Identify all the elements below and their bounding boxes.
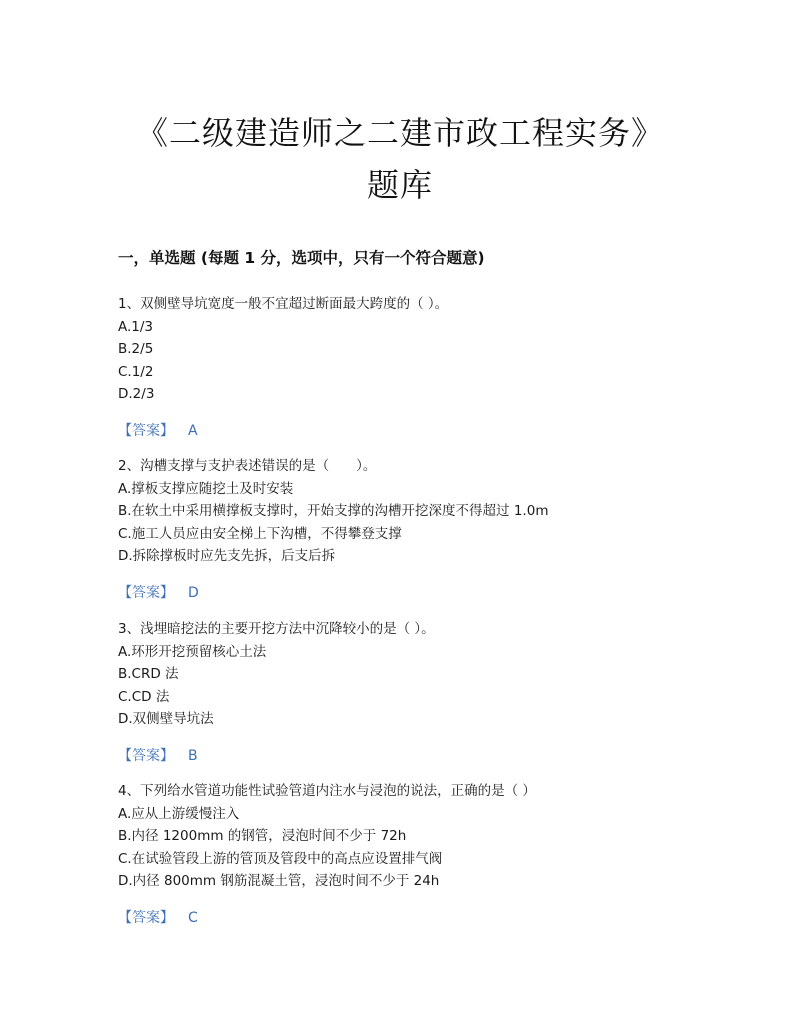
answer-line: [118, 582, 718, 604]
question-stem: 3、浅埋暗挖法的主要开挖方法中沉降较小的是（ ）。: [118, 621, 435, 637]
document-title: 《二级建造师之二建市政工程实务》: [135, 114, 664, 152]
answer-label: 【答案】: [118, 422, 174, 439]
question-3: [118, 618, 718, 767]
option-c: C.施工人员应由安全梯上下沟槽，不得攀登支撑: [118, 525, 402, 542]
option-c: C.在试验管段上游的管顶及管段中的高点应设置排气阀: [118, 850, 443, 867]
option-a: A.环形开挖预留核心土法: [118, 643, 267, 660]
answer-value: A: [188, 422, 198, 439]
option-c: C.CD 法: [118, 688, 170, 705]
answer-value: B: [188, 747, 198, 764]
question-1: [118, 293, 718, 442]
option-b: B.CRD 法: [118, 666, 179, 682]
option-b: B.在软土中采用横撑板支撑时，开始支撑的沟槽开挖深度不得超过 1.0m: [118, 503, 549, 519]
option-c: C.1/2: [118, 363, 154, 380]
answer-label: 【答案】: [118, 909, 174, 926]
option-d: D.拆除撑板时应先支先拆，后支后拆: [118, 548, 336, 564]
option-a: A.1/3: [118, 318, 154, 335]
answer-line: [118, 745, 718, 767]
question-2: [118, 455, 718, 604]
option-b: B.内径 1200mm 的钢管，浸泡时间不少于 72h: [118, 828, 407, 844]
option-d: D.2/3: [118, 386, 155, 402]
document-subtitle: 题库: [366, 166, 433, 204]
answer-line: [118, 420, 718, 442]
answer-value: C: [188, 909, 198, 926]
answer-label: 【答案】: [118, 584, 174, 601]
answer-value: D: [188, 584, 199, 601]
option-b: B.2/5: [118, 341, 154, 357]
option-a: A.应从上游缓慢注入: [118, 805, 240, 822]
option-d: D.内径 800mm 钢筋混凝土管，浸泡时间不少于 24h: [118, 873, 440, 889]
question-stem: 4、下列给水管道功能性试验管道内注水与浸泡的说法，正确的是（ ）: [118, 783, 536, 799]
section-heading: 一，单选题 (每题 1 分，选项中，只有一个符合题意): [118, 249, 485, 267]
question-4: [118, 780, 718, 929]
answer-line: [118, 907, 718, 929]
option-a: A.撑板支撑应随挖土及时安装: [118, 480, 294, 497]
question-stem: 2、沟槽支撑与支护表述错误的是（ ）。: [118, 458, 377, 474]
option-d: D.双侧壁导坑法: [118, 711, 214, 727]
answer-label: 【答案】: [118, 747, 174, 764]
question-stem: 1、双侧壁导坑宽度一般不宜超过断面最大跨度的（ ）。: [118, 296, 449, 312]
